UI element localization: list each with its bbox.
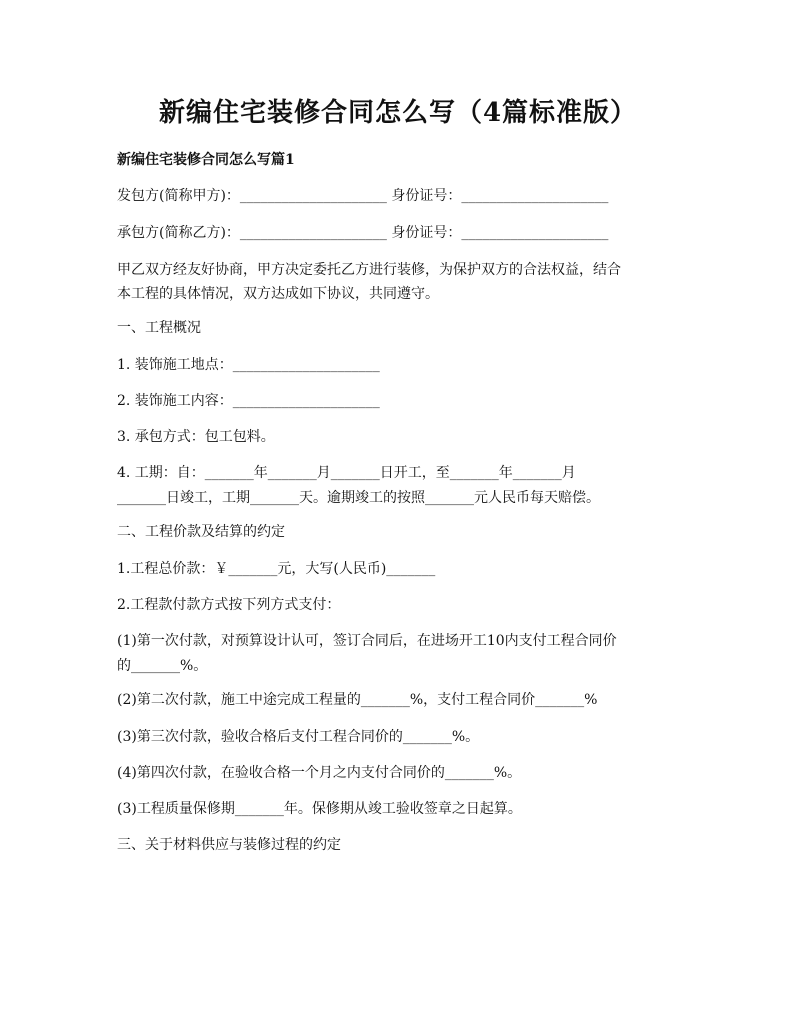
party-b-line: 承包方(简称乙方)：_____________________ 身份证号：_____________________ <box>117 225 609 241</box>
item-schedule-line-1: 4. 工期：自：_______年_______月_______日开工，至_______年_______月 <box>117 465 576 481</box>
party-a-line: 发包方(简称甲方)：_____________________ 身份证号：_____________________ <box>117 188 609 204</box>
heading-project-overview: 一、工程概况 <box>117 320 201 336</box>
payment-2-line: (2)第二次付款，施工中途完成工程量的_______%，支付工程合同价_______% <box>117 692 598 708</box>
heading-materials-process: 三、关于材料供应与装修过程的约定 <box>117 837 341 853</box>
item-schedule-line-2: _______日竣工，工期_______天。逾期竣工的按照_______元人民币每天赔偿。 <box>117 490 600 506</box>
intro-line-1: 甲乙双方经友好协商，甲方决定委托乙方进行装修，为保护双方的合法权益，结合 <box>117 262 621 278</box>
document-title: 新编住宅装修合同怎么写（4篇标准版） <box>158 98 638 128</box>
total-price-line: 1.工程总价款：￥_______元，大写(人民币)_______ <box>117 561 436 577</box>
payment-1-line-2: 的_______%。 <box>117 658 208 674</box>
payment-method-line: 2.工程款付款方式按下列方式支付： <box>117 597 341 613</box>
intro-line-2: 本工程的具体情况，双方达成如下协议，共同遵守。 <box>117 286 439 302</box>
item-contract-mode: 3. 承包方式：包工包料。 <box>117 429 275 445</box>
warranty-line: (3)工程质量保修期_______年。保修期从竣工验收签章之日起算。 <box>117 801 522 817</box>
payment-1-line-1: (1)第一次付款，对预算设计认可，签订合同后，在进场开工10内支付工程合同价 <box>117 633 617 649</box>
payment-3-line: (3)第三次付款，验收合格后支付工程合同价的_______%。 <box>117 729 480 745</box>
item-location: 1. 装饰施工地点：_____________________ <box>117 357 380 373</box>
item-content: 2. 装饰施工内容：_____________________ <box>117 393 380 409</box>
heading-price-settlement: 二、工程价款及结算的约定 <box>117 524 285 540</box>
payment-4-line: (4)第四次付款，在验收合格一个月之内支付合同价的_______%。 <box>117 765 522 781</box>
section-title: 新编住宅装修合同怎么写篇1 <box>117 152 295 168</box>
